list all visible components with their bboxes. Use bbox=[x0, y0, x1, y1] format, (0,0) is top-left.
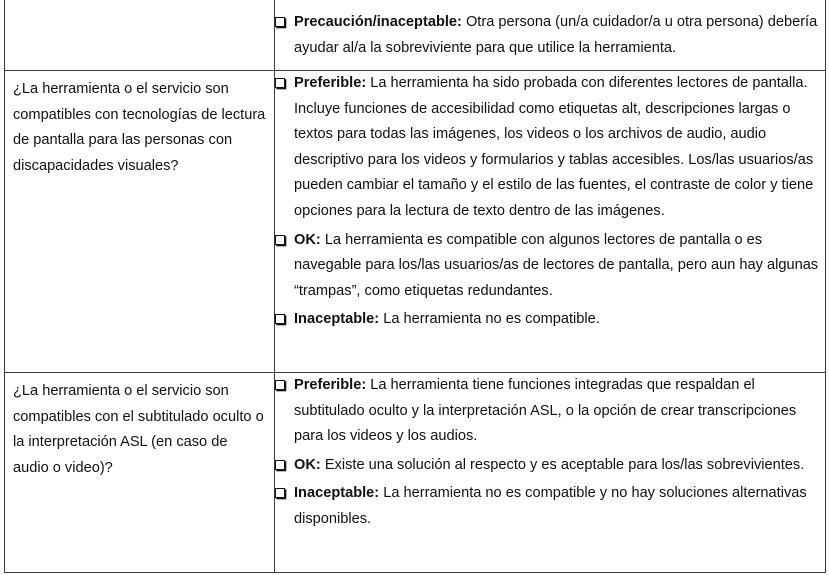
options-cell bbox=[275, 373, 826, 573]
question-cell bbox=[5, 71, 275, 373]
option-body bbox=[294, 71, 825, 225]
option-text: La herramienta no es compatible y no hay soluciones alternativas disponibles. bbox=[294, 485, 807, 527]
option-label: Preferible: bbox=[294, 75, 367, 91]
checkbox-icon bbox=[275, 314, 285, 324]
option-item bbox=[275, 71, 825, 225]
checkbox-icon bbox=[275, 17, 285, 27]
option-body bbox=[294, 453, 825, 479]
option-item bbox=[275, 228, 825, 305]
table-row bbox=[5, 373, 826, 573]
checkbox-icon bbox=[275, 460, 285, 470]
options-cell bbox=[275, 71, 826, 373]
option-text: La herramienta ha sido probada con diferentes lectores de pantalla. Incluye funciones de accesibilidad como etiquetas alt, descripciones largas o textos para todas las imágenes, los videos o los archivos de audio, audio descriptivo para los videos y formularios y tablas accesibles. Los/las usuarios/as pueden cambiar el tamaño y el estilo de las fuentes, el contraste de color y tiene opciones para la lectura de texto dentro de las imágenes. bbox=[294, 75, 814, 219]
option-text: La herramienta es compatible con algunos lectores de pantalla o es navegable para los/las usuarios/as de lectores de pantalla, pero aun hay algunas “trampas”, como etiquetas redundantes. bbox=[294, 231, 819, 299]
checkbox-icon bbox=[275, 78, 285, 88]
option-text: Otra persona (un/a cuidador/a u otra persona) debería ayudar al/a la sobreviviente para que utilice la herramienta. bbox=[294, 14, 818, 56]
question-cell bbox=[5, 0, 275, 71]
option-text: La herramienta no es compatible. bbox=[379, 311, 600, 328]
option-label: OK: bbox=[294, 456, 321, 473]
option-text: La herramienta tiene funciones integradas que respaldan el subtitulado oculto y la interpretación ASL, o la opción de crear transcripciones para los videos y los audios. bbox=[294, 377, 797, 445]
evaluation-table bbox=[4, 0, 826, 573]
option-label: Preferible: bbox=[294, 377, 367, 393]
table-row bbox=[5, 0, 826, 71]
checkbox-icon bbox=[275, 488, 285, 498]
options-cell bbox=[275, 0, 826, 71]
option-label: Inaceptable: bbox=[294, 485, 380, 502]
option-body bbox=[294, 228, 825, 305]
checkbox-icon bbox=[275, 235, 285, 245]
option-label: Precaución/inaceptable: bbox=[294, 14, 462, 30]
option-item bbox=[275, 373, 825, 450]
option-body bbox=[294, 307, 825, 333]
question-cell bbox=[5, 373, 275, 573]
option-item bbox=[275, 10, 825, 61]
option-body bbox=[294, 373, 825, 450]
option-item bbox=[275, 453, 825, 479]
option-label: Inaceptable: bbox=[294, 311, 380, 328]
option-body bbox=[294, 10, 825, 61]
question-text: ¿La herramienta o el servicio son compatibles con tecnologías de lectura de pantalla para las personas con discapacidades visuales? bbox=[13, 81, 266, 174]
option-text: Existe una solución al respecto y es aceptable para los/las sobrevivientes. bbox=[320, 456, 805, 473]
option-item bbox=[275, 307, 825, 333]
checkbox-icon bbox=[275, 380, 285, 390]
question-text bbox=[5, 0, 274, 6]
option-body bbox=[294, 481, 825, 532]
question-text: ¿La herramienta o el servicio son compatibles con el subtitulado oculto o la interpretación ASL (en caso de audio o video)? bbox=[13, 383, 264, 476]
option-item bbox=[275, 481, 825, 532]
option-label: OK: bbox=[294, 231, 321, 248]
table-row bbox=[5, 71, 826, 373]
